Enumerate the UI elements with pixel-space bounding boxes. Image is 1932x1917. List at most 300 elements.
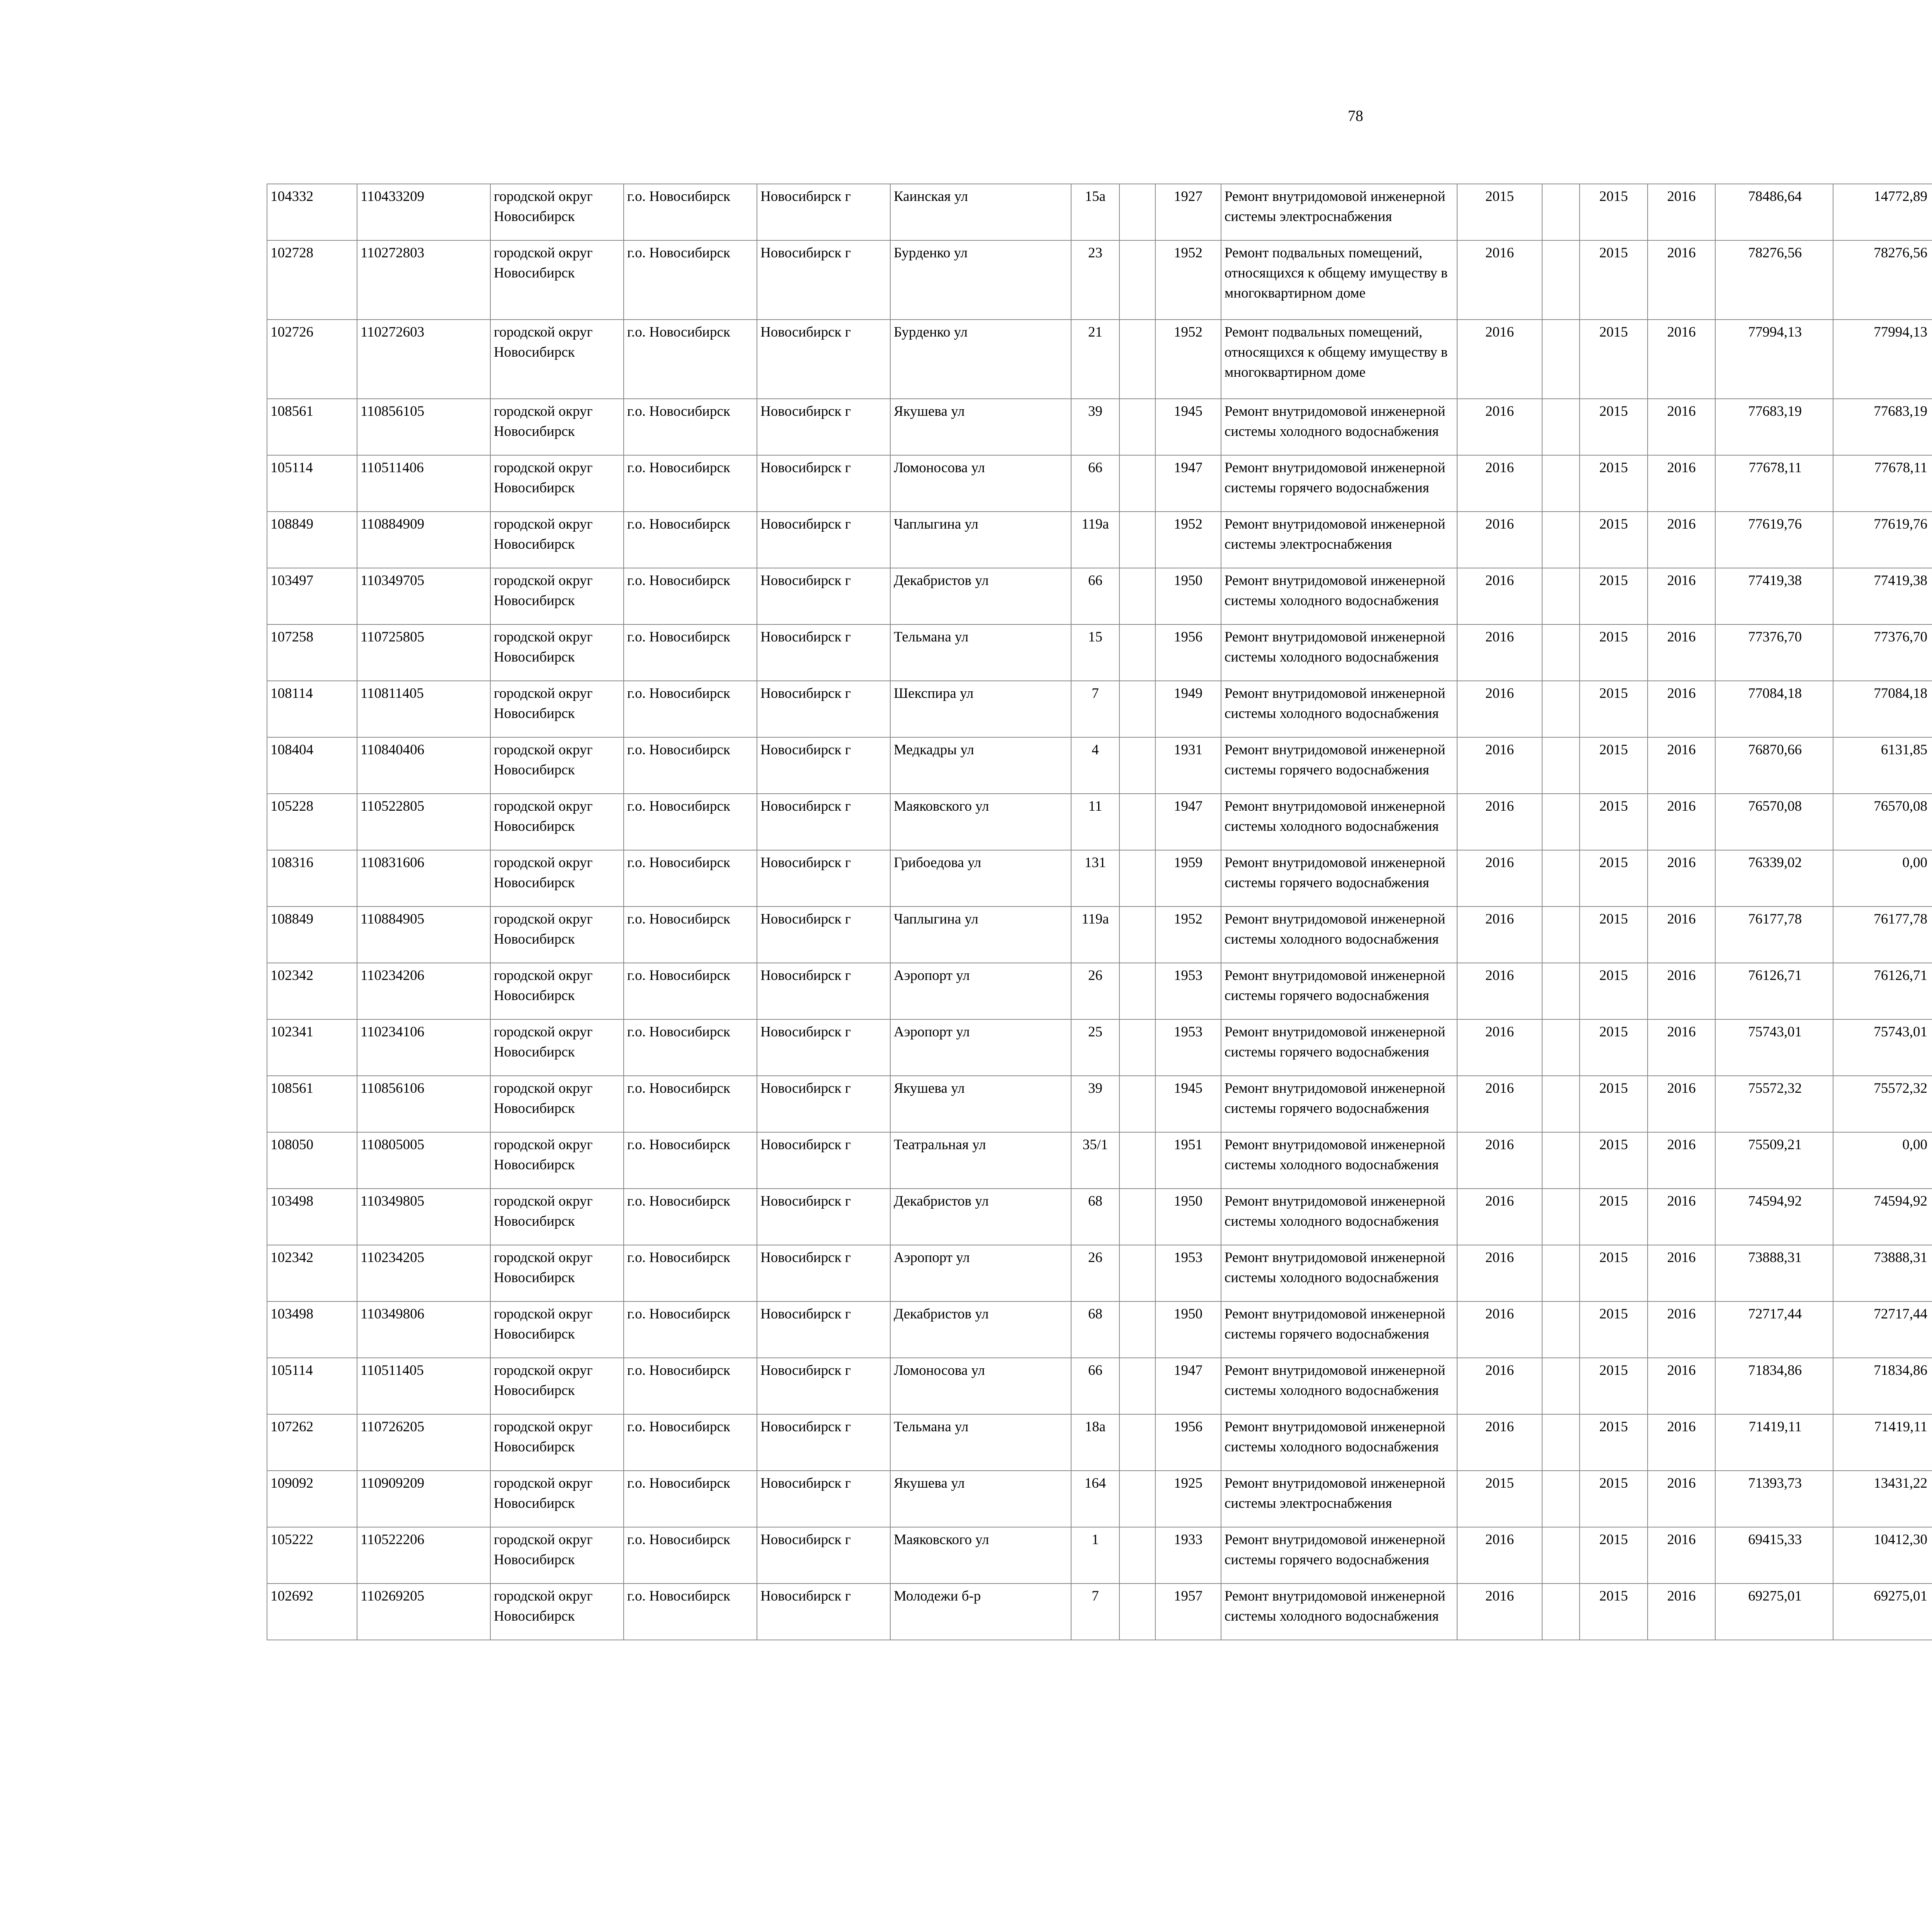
cell-street: Тельмана ул: [890, 1414, 1071, 1471]
cell-start-year: 2015: [1580, 1301, 1648, 1358]
cell-street: Шекспира ул: [890, 681, 1071, 737]
cell-total-cost: 73888,31: [1715, 1245, 1833, 1301]
cell-city: Новосибирск г: [757, 681, 890, 737]
cell-house-number: 164: [1071, 1471, 1119, 1527]
cell-settlement: г.о. Новосибирск: [624, 1358, 757, 1414]
cell-house-id: 102728: [267, 240, 357, 320]
cell-street: Аэропорт ул: [890, 1245, 1071, 1301]
cell-year-built: 1931: [1155, 737, 1221, 794]
cell-total-cost: 71393,73: [1715, 1471, 1833, 1527]
cell-municipality: городской округ Новосибирск: [490, 399, 624, 455]
cell-work-type: Ремонт внутридомовой инженерной системы электроснабжения: [1221, 512, 1457, 568]
cell-work-type: Ремонт внутридомовой инженерной системы горячего водоснабжения: [1221, 737, 1457, 794]
cell-year-built: 1951: [1155, 1132, 1221, 1189]
cell-plan-year: 2016: [1457, 963, 1542, 1019]
cell-city: Новосибирск г: [757, 399, 890, 455]
cell-house-id: 103498: [267, 1189, 357, 1245]
cell-municipality: городской округ Новосибирск: [490, 184, 624, 240]
cell-fund-amount: 77419,38: [1833, 568, 1932, 624]
table-row: [267, 963, 1932, 1019]
cell-municipality: городской округ Новосибирск: [490, 681, 624, 737]
cell-street: Якушева ул: [890, 399, 1071, 455]
cell-work-type: Ремонт внутридомовой инженерной системы горячего водоснабжения: [1221, 850, 1457, 907]
cell-fund-amount: 14772,89: [1833, 184, 1932, 240]
cell-end-year: 2016: [1648, 1132, 1715, 1189]
cell-fund-amount: 69275,01: [1833, 1584, 1932, 1640]
cell-settlement: г.о. Новосибирск: [624, 512, 757, 568]
cell-house-id: 102341: [267, 1019, 357, 1076]
cell-plan-year: 2016: [1457, 1019, 1542, 1076]
cell-end-year: 2016: [1648, 399, 1715, 455]
cell-city: Новосибирск г: [757, 907, 890, 963]
table-row: [267, 1132, 1932, 1189]
cell-blank-a: [1542, 963, 1580, 1019]
cell-city: Новосибирск г: [757, 1471, 890, 1527]
cell-blank-a: [1542, 907, 1580, 963]
cell-building: [1119, 512, 1155, 568]
cell-fund-amount: 74594,92: [1833, 1189, 1932, 1245]
cell-work-type: Ремонт подвальных помещений, относящихся к общему имуществу в многоквартирном доме: [1221, 240, 1457, 320]
cell-start-year: 2015: [1580, 624, 1648, 681]
cell-plan-year: 2016: [1457, 1527, 1542, 1584]
cell-object-id: 110522206: [357, 1527, 490, 1584]
cell-end-year: 2016: [1648, 184, 1715, 240]
cell-fund-amount: 76177,78: [1833, 907, 1932, 963]
cell-year-built: 1953: [1155, 1019, 1221, 1076]
cell-house-id: 105114: [267, 455, 357, 512]
cell-building: [1119, 1471, 1155, 1527]
cell-municipality: городской округ Новосибирск: [490, 455, 624, 512]
cell-total-cost: 75572,32: [1715, 1076, 1833, 1132]
cell-start-year: 2015: [1580, 963, 1648, 1019]
cell-building: [1119, 184, 1155, 240]
cell-house-id: 105114: [267, 1358, 357, 1414]
cell-fund-amount: 77084,18: [1833, 681, 1932, 737]
cell-building: [1119, 850, 1155, 907]
cell-blank-a: [1542, 455, 1580, 512]
cell-settlement: г.о. Новосибирск: [624, 1527, 757, 1584]
cell-blank-a: [1542, 512, 1580, 568]
cell-house-id: 102342: [267, 963, 357, 1019]
cell-total-cost: 76126,71: [1715, 963, 1833, 1019]
cell-year-built: 1945: [1155, 399, 1221, 455]
cell-work-type: Ремонт внутридомовой инженерной системы холодного водоснабжения: [1221, 681, 1457, 737]
cell-blank-a: [1542, 681, 1580, 737]
cell-settlement: г.о. Новосибирск: [624, 963, 757, 1019]
cell-municipality: городской округ Новосибирск: [490, 963, 624, 1019]
cell-settlement: г.о. Новосибирск: [624, 1245, 757, 1301]
cell-settlement: г.о. Новосибирск: [624, 737, 757, 794]
cell-fund-amount: 71834,86: [1833, 1358, 1932, 1414]
cell-municipality: городской округ Новосибирск: [490, 1527, 624, 1584]
cell-house-number: 25: [1071, 1019, 1119, 1076]
cell-city: Новосибирск г: [757, 184, 890, 240]
cell-fund-amount: 13431,22: [1833, 1471, 1932, 1527]
cell-street: Декабристов ул: [890, 568, 1071, 624]
cell-city: Новосибирск г: [757, 850, 890, 907]
cell-building: [1119, 1358, 1155, 1414]
cell-total-cost: 75509,21: [1715, 1132, 1833, 1189]
table-row: [267, 624, 1932, 681]
cell-start-year: 2015: [1580, 1132, 1648, 1189]
cell-fund-amount: 0,00: [1833, 1132, 1932, 1189]
cell-city: Новосибирск г: [757, 320, 890, 399]
cell-object-id: 110522805: [357, 794, 490, 850]
cell-end-year: 2016: [1648, 737, 1715, 794]
cell-house-number: 18а: [1071, 1414, 1119, 1471]
cell-settlement: г.о. Новосибирск: [624, 1076, 757, 1132]
cell-object-id: 110234206: [357, 963, 490, 1019]
cell-end-year: 2016: [1648, 1019, 1715, 1076]
cell-plan-year: 2016: [1457, 1301, 1542, 1358]
cell-house-id: 108316: [267, 850, 357, 907]
table-row: [267, 1245, 1932, 1301]
cell-house-number: 39: [1071, 399, 1119, 455]
cell-work-type: Ремонт внутридомовой инженерной системы холодного водоснабжения: [1221, 399, 1457, 455]
cell-fund-amount: 75743,01: [1833, 1019, 1932, 1076]
cell-street: Ломоносова ул: [890, 1358, 1071, 1414]
cell-object-id: 110272803: [357, 240, 490, 320]
cell-street: Грибоедова ул: [890, 850, 1071, 907]
cell-plan-year: 2016: [1457, 624, 1542, 681]
cell-object-id: 110349806: [357, 1301, 490, 1358]
cell-municipality: городской округ Новосибирск: [490, 512, 624, 568]
cell-fund-amount: 77683,19: [1833, 399, 1932, 455]
cell-building: [1119, 1584, 1155, 1640]
cell-plan-year: 2015: [1457, 1471, 1542, 1527]
cell-blank-a: [1542, 184, 1580, 240]
cell-house-number: 4: [1071, 737, 1119, 794]
cell-year-built: 1950: [1155, 568, 1221, 624]
cell-city: Новосибирск г: [757, 1019, 890, 1076]
cell-fund-amount: 77376,70: [1833, 624, 1932, 681]
cell-building: [1119, 1527, 1155, 1584]
cell-house-number: 7: [1071, 681, 1119, 737]
table-row: [267, 240, 1932, 320]
cell-street: Театральная ул: [890, 1132, 1071, 1189]
cell-total-cost: 69415,33: [1715, 1527, 1833, 1584]
cell-settlement: г.о. Новосибирск: [624, 1189, 757, 1245]
cell-end-year: 2016: [1648, 963, 1715, 1019]
cell-total-cost: 76339,02: [1715, 850, 1833, 907]
cell-blank-a: [1542, 1414, 1580, 1471]
cell-municipality: городской округ Новосибирск: [490, 850, 624, 907]
cell-object-id: 110725805: [357, 624, 490, 681]
cell-house-id: 107258: [267, 624, 357, 681]
cell-building: [1119, 1076, 1155, 1132]
cell-street: Декабристов ул: [890, 1189, 1071, 1245]
cell-street: Чаплыгина ул: [890, 907, 1071, 963]
cell-city: Новосибирск г: [757, 737, 890, 794]
cell-city: Новосибирск г: [757, 1076, 890, 1132]
cell-start-year: 2015: [1580, 1584, 1648, 1640]
cell-blank-a: [1542, 1189, 1580, 1245]
cell-start-year: 2015: [1580, 1189, 1648, 1245]
cell-house-number: 119а: [1071, 907, 1119, 963]
cell-street: Якушева ул: [890, 1076, 1071, 1132]
cell-fund-amount: 77994,13: [1833, 320, 1932, 399]
cell-house-number: 21: [1071, 320, 1119, 399]
cell-blank-a: [1542, 240, 1580, 320]
cell-year-built: 1956: [1155, 624, 1221, 681]
cell-year-built: 1956: [1155, 1414, 1221, 1471]
cell-year-built: 1950: [1155, 1301, 1221, 1358]
cell-settlement: г.о. Новосибирск: [624, 624, 757, 681]
cell-settlement: г.о. Новосибирск: [624, 1414, 757, 1471]
cell-blank-a: [1542, 1584, 1580, 1640]
cell-start-year: 2015: [1580, 794, 1648, 850]
cell-municipality: городской округ Новосибирск: [490, 1189, 624, 1245]
cell-start-year: 2015: [1580, 455, 1648, 512]
cell-house-number: 131: [1071, 850, 1119, 907]
cell-settlement: г.о. Новосибирск: [624, 240, 757, 320]
cell-settlement: г.о. Новосибирск: [624, 1301, 757, 1358]
cell-start-year: 2015: [1580, 320, 1648, 399]
cell-object-id: 110856105: [357, 399, 490, 455]
cell-total-cost: 76870,66: [1715, 737, 1833, 794]
cell-end-year: 2016: [1648, 1584, 1715, 1640]
cell-total-cost: 77419,38: [1715, 568, 1833, 624]
cell-year-built: 1952: [1155, 512, 1221, 568]
cell-municipality: городской округ Новосибирск: [490, 1358, 624, 1414]
cell-building: [1119, 1132, 1155, 1189]
cell-house-id: 102692: [267, 1584, 357, 1640]
cell-end-year: 2016: [1648, 624, 1715, 681]
cell-municipality: городской округ Новосибирск: [490, 907, 624, 963]
cell-settlement: г.о. Новосибирск: [624, 184, 757, 240]
cell-house-number: 119а: [1071, 512, 1119, 568]
cell-end-year: 2016: [1648, 240, 1715, 320]
cell-municipality: городской округ Новосибирск: [490, 320, 624, 399]
cell-fund-amount: 76570,08: [1833, 794, 1932, 850]
cell-plan-year: 2016: [1457, 1132, 1542, 1189]
cell-house-number: 68: [1071, 1189, 1119, 1245]
cell-blank-a: [1542, 1132, 1580, 1189]
cell-house-number: 15а: [1071, 184, 1119, 240]
cell-city: Новосибирск г: [757, 1301, 890, 1358]
cell-work-type: Ремонт внутридомовой инженерной системы холодного водоснабжения: [1221, 907, 1457, 963]
cell-house-id: 103497: [267, 568, 357, 624]
cell-end-year: 2016: [1648, 455, 1715, 512]
cell-year-built: 1952: [1155, 240, 1221, 320]
cell-settlement: г.о. Новосибирск: [624, 850, 757, 907]
cell-year-built: 1947: [1155, 794, 1221, 850]
table-row: [267, 1189, 1932, 1245]
cell-street: Декабристов ул: [890, 1301, 1071, 1358]
cell-house-id: 102726: [267, 320, 357, 399]
cell-blank-a: [1542, 737, 1580, 794]
cell-plan-year: 2016: [1457, 850, 1542, 907]
cell-object-id: 110856106: [357, 1076, 490, 1132]
cell-end-year: 2016: [1648, 1245, 1715, 1301]
cell-end-year: 2016: [1648, 1076, 1715, 1132]
cell-end-year: 2016: [1648, 794, 1715, 850]
cell-municipality: городской округ Новосибирск: [490, 1584, 624, 1640]
table-row: [267, 737, 1932, 794]
cell-work-type: Ремонт внутридомовой инженерной системы горячего водоснабжения: [1221, 1019, 1457, 1076]
cell-city: Новосибирск г: [757, 240, 890, 320]
cell-building: [1119, 1019, 1155, 1076]
cell-work-type: Ремонт подвальных помещений, относящихся к общему имуществу в многоквартирном доме: [1221, 320, 1457, 399]
cell-blank-a: [1542, 1358, 1580, 1414]
cell-work-type: Ремонт внутридомовой инженерной системы горячего водоснабжения: [1221, 1527, 1457, 1584]
cell-object-id: 110811405: [357, 681, 490, 737]
cell-plan-year: 2015: [1457, 184, 1542, 240]
table-row: [267, 1414, 1932, 1471]
cell-year-built: 1950: [1155, 1189, 1221, 1245]
cell-year-built: 1945: [1155, 1076, 1221, 1132]
table-row: [267, 1358, 1932, 1414]
cell-object-id: 110840406: [357, 737, 490, 794]
cell-work-type: Ремонт внутридомовой инженерной системы холодного водоснабжения: [1221, 568, 1457, 624]
cell-house-id: 109092: [267, 1471, 357, 1527]
cell-house-number: 66: [1071, 1358, 1119, 1414]
cell-blank-a: [1542, 320, 1580, 399]
cell-city: Новосибирск г: [757, 624, 890, 681]
table-row: [267, 320, 1932, 399]
cell-plan-year: 2016: [1457, 320, 1542, 399]
cell-plan-year: 2016: [1457, 681, 1542, 737]
table-row: [267, 455, 1932, 512]
cell-total-cost: 78486,64: [1715, 184, 1833, 240]
cell-start-year: 2015: [1580, 737, 1648, 794]
cell-plan-year: 2016: [1457, 1358, 1542, 1414]
table-row: [267, 1301, 1932, 1358]
cell-house-id: 108561: [267, 1076, 357, 1132]
cell-city: Новосибирск г: [757, 1584, 890, 1640]
cell-building: [1119, 1414, 1155, 1471]
cell-total-cost: 71419,11: [1715, 1414, 1833, 1471]
cell-start-year: 2015: [1580, 184, 1648, 240]
cell-building: [1119, 320, 1155, 399]
cell-fund-amount: 78276,56: [1833, 240, 1932, 320]
cell-street: Каинская ул: [890, 184, 1071, 240]
cell-object-id: 110272603: [357, 320, 490, 399]
cell-work-type: Ремонт внутридомовой инженерной системы горячего водоснабжения: [1221, 1301, 1457, 1358]
cell-year-built: 1953: [1155, 963, 1221, 1019]
table-row: [267, 1076, 1932, 1132]
cell-building: [1119, 399, 1155, 455]
cell-municipality: городской округ Новосибирск: [490, 1245, 624, 1301]
cell-blank-a: [1542, 1527, 1580, 1584]
cell-building: [1119, 1245, 1155, 1301]
table-row: [267, 1019, 1932, 1076]
cell-object-id: 110234205: [357, 1245, 490, 1301]
table-row: [267, 907, 1932, 963]
cell-building: [1119, 240, 1155, 320]
cell-settlement: г.о. Новосибирск: [624, 455, 757, 512]
cell-start-year: 2015: [1580, 850, 1648, 907]
cell-object-id: 110884905: [357, 907, 490, 963]
cell-street: Молодежи б-р: [890, 1584, 1071, 1640]
cell-work-type: Ремонт внутридомовой инженерной системы холодного водоснабжения: [1221, 624, 1457, 681]
cell-plan-year: 2016: [1457, 1189, 1542, 1245]
cell-year-built: 1933: [1155, 1527, 1221, 1584]
cell-total-cost: 77084,18: [1715, 681, 1833, 737]
cell-end-year: 2016: [1648, 1527, 1715, 1584]
cell-end-year: 2016: [1648, 512, 1715, 568]
cell-end-year: 2016: [1648, 1301, 1715, 1358]
cell-house-number: 66: [1071, 568, 1119, 624]
cell-municipality: городской округ Новосибирск: [490, 1076, 624, 1132]
cell-start-year: 2015: [1580, 681, 1648, 737]
cell-city: Новосибирск г: [757, 963, 890, 1019]
cell-settlement: г.о. Новосибирск: [624, 399, 757, 455]
cell-municipality: городской округ Новосибирск: [490, 1414, 624, 1471]
cell-year-built: 1947: [1155, 455, 1221, 512]
cell-house-id: 105228: [267, 794, 357, 850]
cell-plan-year: 2016: [1457, 907, 1542, 963]
cell-total-cost: 77994,13: [1715, 320, 1833, 399]
cell-year-built: 1947: [1155, 1358, 1221, 1414]
cell-house-number: 26: [1071, 1245, 1119, 1301]
cell-total-cost: 77619,76: [1715, 512, 1833, 568]
cell-blank-a: [1542, 1301, 1580, 1358]
cell-building: [1119, 624, 1155, 681]
cell-municipality: городской округ Новосибирск: [490, 1471, 624, 1527]
cell-blank-a: [1542, 1245, 1580, 1301]
cell-total-cost: 72717,44: [1715, 1301, 1833, 1358]
cell-city: Новосибирск г: [757, 1527, 890, 1584]
cell-house-id: 107262: [267, 1414, 357, 1471]
cell-building: [1119, 794, 1155, 850]
cell-house-number: 68: [1071, 1301, 1119, 1358]
cell-fund-amount: 6131,85: [1833, 737, 1932, 794]
cell-start-year: 2015: [1580, 240, 1648, 320]
cell-plan-year: 2016: [1457, 737, 1542, 794]
cell-street: Ломоносова ул: [890, 455, 1071, 512]
cell-city: Новосибирск г: [757, 512, 890, 568]
cell-year-built: 1925: [1155, 1471, 1221, 1527]
cell-start-year: 2015: [1580, 568, 1648, 624]
cell-street: Аэропорт ул: [890, 1019, 1071, 1076]
cell-building: [1119, 1189, 1155, 1245]
cell-settlement: г.о. Новосибирск: [624, 1471, 757, 1527]
cell-work-type: Ремонт внутридомовой инженерной системы холодного водоснабжения: [1221, 794, 1457, 850]
cell-city: Новосибирск г: [757, 1358, 890, 1414]
cell-house-number: 26: [1071, 963, 1119, 1019]
cell-start-year: 2015: [1580, 399, 1648, 455]
cell-house-id: 108561: [267, 399, 357, 455]
cell-municipality: городской округ Новосибирск: [490, 794, 624, 850]
cell-house-id: 108050: [267, 1132, 357, 1189]
cell-settlement: г.о. Новосибирск: [624, 320, 757, 399]
cell-object-id: 110349705: [357, 568, 490, 624]
table-row: [267, 1584, 1932, 1640]
cell-object-id: 110805005: [357, 1132, 490, 1189]
cell-fund-amount: 77678,11: [1833, 455, 1932, 512]
cell-municipality: городской округ Новосибирск: [490, 1019, 624, 1076]
cell-object-id: 110884909: [357, 512, 490, 568]
cell-fund-amount: 76126,71: [1833, 963, 1932, 1019]
cell-work-type: Ремонт внутридомовой инженерной системы холодного водоснабжения: [1221, 1358, 1457, 1414]
cell-total-cost: 77678,11: [1715, 455, 1833, 512]
cell-fund-amount: 73888,31: [1833, 1245, 1932, 1301]
cell-year-built: 1952: [1155, 907, 1221, 963]
cell-house-id: 108404: [267, 737, 357, 794]
cell-start-year: 2015: [1580, 512, 1648, 568]
cell-city: Новосибирск г: [757, 568, 890, 624]
cell-total-cost: 76177,78: [1715, 907, 1833, 963]
cell-street: Бурденко ул: [890, 320, 1071, 399]
cell-building: [1119, 737, 1155, 794]
cell-total-cost: 76570,08: [1715, 794, 1833, 850]
cell-work-type: Ремонт внутридомовой инженерной системы холодного водоснабжения: [1221, 1584, 1457, 1640]
cell-work-type: Ремонт внутридомовой инженерной системы холодного водоснабжения: [1221, 1414, 1457, 1471]
cell-work-type: Ремонт внутридомовой инженерной системы горячего водоснабжения: [1221, 963, 1457, 1019]
cell-object-id: 110269205: [357, 1584, 490, 1640]
cell-plan-year: 2016: [1457, 1245, 1542, 1301]
